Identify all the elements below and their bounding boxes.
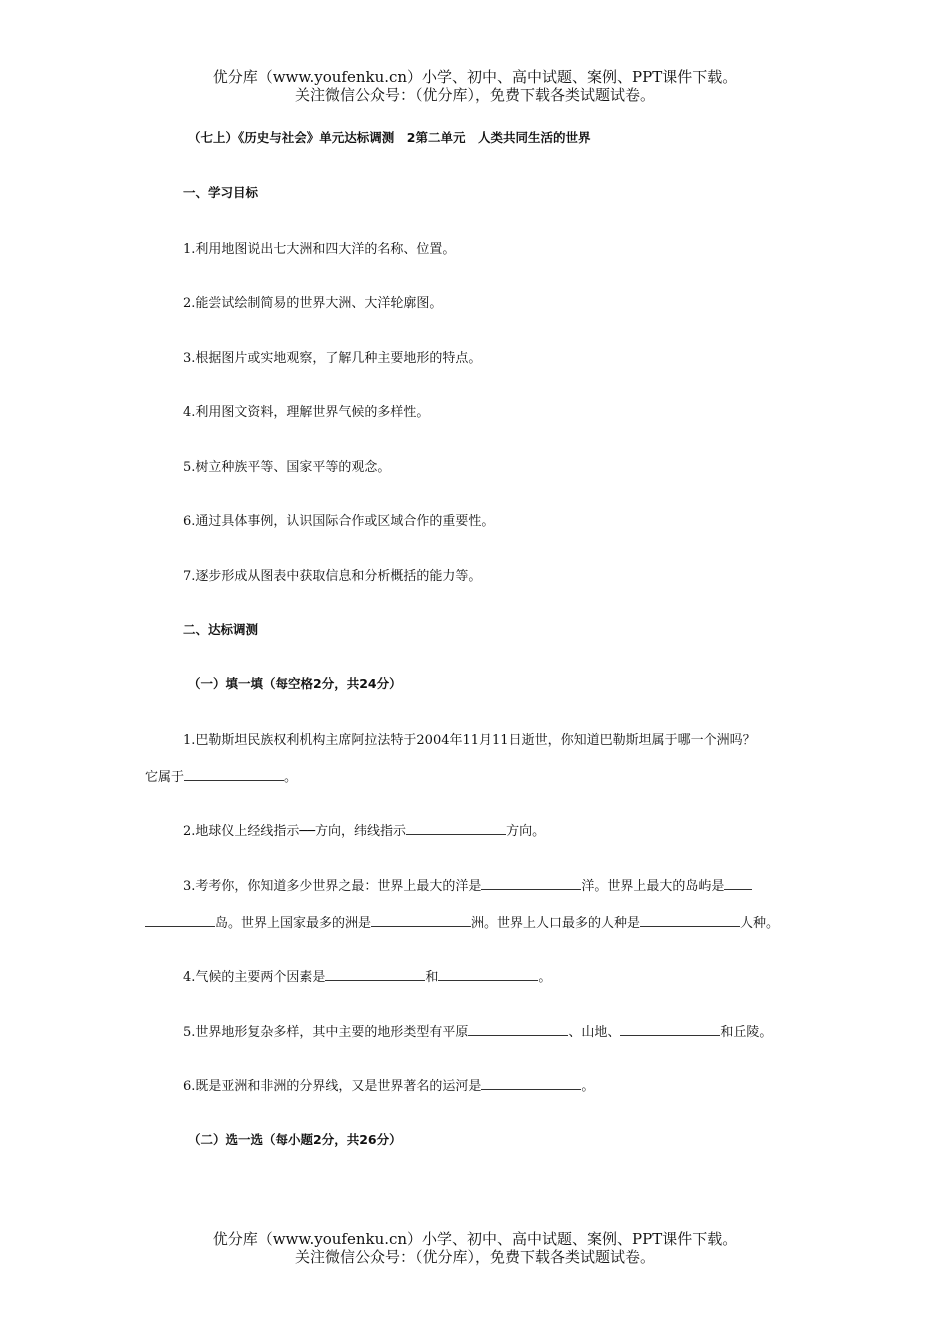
objective-item: 7.逐步形成从图表中获取信息和分析概括的能力等。 bbox=[183, 569, 482, 584]
question-1-prefix: 它属于 bbox=[145, 770, 185, 785]
footer-line-2: 关注微信公众号：（优分库），免费下载各类试题试卷。 bbox=[294, 1248, 655, 1266]
objective-item: 4.利用图文资料，理解世界气候的多样性。 bbox=[183, 405, 430, 420]
question-2-part-a: 2.地球仪上经线指示──方向，纬线指示 bbox=[183, 824, 407, 839]
objective-item: 3.根据图片或实地观察，了解几种主要地形的特点。 bbox=[183, 351, 482, 366]
objective-item: 5.树立种族平等、国家平等的观念。 bbox=[183, 460, 391, 475]
question-6-part-b: 。 bbox=[581, 1079, 595, 1094]
document-title: （七上）《历史与社会》单元达标调测 2第二单元 人类共同生活的世界 bbox=[188, 130, 591, 145]
objective-item: 2.能尝试绘制简易的世界大洲、大洋轮廓图。 bbox=[183, 296, 443, 311]
question-2 bbox=[183, 820, 545, 839]
question-3-line-2 bbox=[145, 912, 779, 931]
answer-blank[interactable] bbox=[406, 822, 506, 835]
question-3-part-e: 人种。 bbox=[740, 916, 780, 931]
answer-blank[interactable] bbox=[145, 914, 215, 927]
question-4-part-b: 和 bbox=[425, 970, 439, 985]
answer-blank[interactable] bbox=[620, 1023, 720, 1036]
header-line-1: 优分库（www.youfenku.cn）小学、初中、高中试题、案例、PPT课件下载。 bbox=[212, 68, 738, 86]
question-4-part-c: 。 bbox=[538, 970, 552, 985]
answer-blank[interactable] bbox=[468, 1023, 568, 1036]
question-3-part-a: 3.考考你，你知道多少世界之最：世界上最大的洋是 bbox=[183, 879, 482, 894]
section-1-heading: 一、学习目标 bbox=[183, 185, 259, 200]
footer-line-1: 优分库（www.youfenku.cn）小学、初中、高中试题、案例、PPT课件下载。 bbox=[212, 1230, 738, 1248]
question-3-line-1 bbox=[183, 875, 752, 894]
question-3-part-b: 洋。世界上最大的岛屿是 bbox=[581, 879, 725, 894]
header-line-2: 关注微信公众号：（优分库），免费下载各类试题试卷。 bbox=[294, 86, 655, 104]
answer-blank[interactable] bbox=[481, 877, 581, 890]
question-3-part-d: 洲。世界上人口最多的人种是 bbox=[471, 916, 641, 931]
answer-blank[interactable] bbox=[371, 914, 471, 927]
question-5-part-b: 、山地、 bbox=[568, 1025, 621, 1040]
question-1-answer-line bbox=[145, 766, 297, 785]
answer-blank[interactable] bbox=[724, 877, 752, 890]
question-1-suffix: 。 bbox=[284, 770, 298, 785]
section-2-heading: 二、达标调测 bbox=[183, 622, 259, 637]
part-2-heading: （二）选一选（每小题2分，共26分） bbox=[188, 1132, 402, 1147]
answer-blank[interactable] bbox=[325, 968, 425, 981]
page-header bbox=[0, 68, 950, 104]
question-2-part-b: 方向。 bbox=[506, 824, 546, 839]
question-5-part-a: 5.世界地形复杂多样，其中主要的地形类型有平原 bbox=[183, 1025, 469, 1040]
objective-item: 6.通过具体事例，认识国际合作或区域合作的重要性。 bbox=[183, 514, 495, 529]
page-footer bbox=[0, 1230, 950, 1266]
question-6-part-a: 6.既是亚洲和非洲的分界线，又是世界著名的运河是 bbox=[183, 1079, 482, 1094]
answer-blank[interactable] bbox=[184, 768, 284, 781]
question-3-part-c: 岛。世界上国家最多的洲是 bbox=[215, 916, 372, 931]
answer-blank[interactable] bbox=[438, 968, 538, 981]
part-1-heading: （一）填一填（每空格2分，共24分） bbox=[188, 676, 402, 691]
question-5-part-c: 和丘陵。 bbox=[720, 1025, 773, 1040]
objective-item: 1.利用地图说出七大洲和四大洋的名称、位置。 bbox=[183, 242, 456, 257]
question-1-text: 1.巴勒斯坦民族权利机构主席阿拉法特于2004年11月11日逝世，你知道巴勒斯坦属于哪一个洲吗？ bbox=[183, 733, 756, 748]
question-4 bbox=[183, 966, 551, 985]
question-6 bbox=[183, 1075, 594, 1094]
question-5 bbox=[183, 1021, 772, 1040]
answer-blank[interactable] bbox=[481, 1077, 581, 1090]
answer-blank[interactable] bbox=[640, 914, 740, 927]
question-4-part-a: 4.气候的主要两个因素是 bbox=[183, 970, 326, 985]
